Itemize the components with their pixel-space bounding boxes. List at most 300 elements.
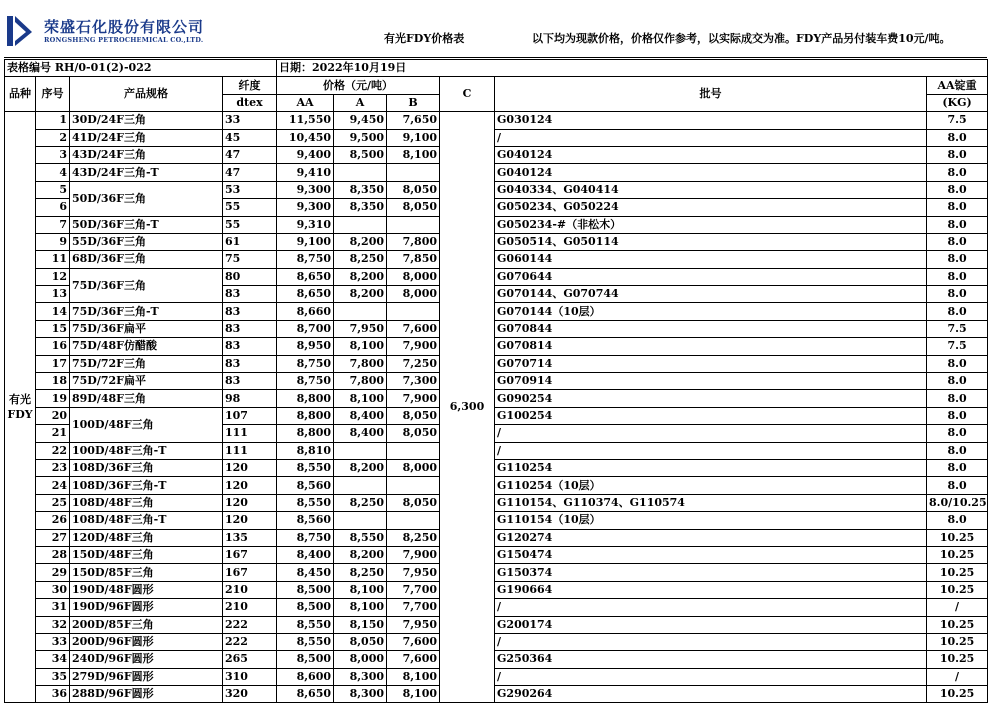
seq-cell: 35 (36, 668, 70, 685)
dtex-cell: 47 (223, 164, 277, 181)
price-a-cell: 8,550 (334, 529, 387, 546)
price-b-cell: 8,050 (387, 425, 440, 442)
price-b-cell (387, 477, 440, 494)
price-aa-cell: 8,500 (277, 599, 334, 616)
table-row (5, 529, 988, 546)
dtex-cell: 320 (223, 686, 277, 703)
price-b-cell: 8,050 (387, 407, 440, 424)
spec-cell: 108D/48F三角 (70, 494, 223, 511)
weight-cell: 10.25 (927, 529, 988, 546)
table-row (5, 477, 988, 494)
table-row (5, 686, 988, 703)
table-row (5, 494, 988, 511)
price-b-cell: 7,900 (387, 546, 440, 563)
spec-cell: 68D/36F三角 (70, 251, 223, 268)
price-aa-cell: 9,410 (277, 164, 334, 181)
header-fineness-unit: dtex (223, 94, 277, 111)
price-b-cell: 7,600 (387, 320, 440, 337)
weight-cell: 8.0 (927, 268, 988, 285)
seq-cell: 2 (36, 129, 70, 146)
price-b-cell: 7,600 (387, 633, 440, 650)
price-b-cell: 8,000 (387, 268, 440, 285)
weight-cell: 8.0 (927, 233, 988, 250)
price-b-cell (387, 216, 440, 233)
price-a-cell: 7,800 (334, 355, 387, 372)
table-row (5, 373, 988, 390)
price-aa-cell: 10,450 (277, 129, 334, 146)
batch-cell: G250364 (495, 651, 927, 668)
dtex-cell: 83 (223, 320, 277, 337)
weight-cell: 8.0 (927, 181, 988, 198)
seq-cell: 36 (36, 686, 70, 703)
dtex-cell: 120 (223, 494, 277, 511)
weight-cell: 7.5 (927, 112, 988, 129)
dtex-cell: 210 (223, 581, 277, 598)
weight-cell: 8.0 (927, 355, 988, 372)
header-spec: 产品规格 (70, 77, 223, 112)
seq-cell: 11 (36, 251, 70, 268)
price-a-cell (334, 303, 387, 320)
dtex-cell: 83 (223, 373, 277, 390)
dtex-cell: 167 (223, 546, 277, 563)
price-aa-cell: 9,310 (277, 216, 334, 233)
price-b-cell (387, 512, 440, 529)
seq-cell: 27 (36, 529, 70, 546)
weight-cell: 8.0 (927, 216, 988, 233)
table-row (5, 216, 988, 233)
table-row (5, 546, 988, 563)
price-a-cell: 8,100 (334, 599, 387, 616)
price-aa-cell: 9,300 (277, 181, 334, 198)
price-a-cell: 8,350 (334, 199, 387, 216)
seq-cell: 18 (36, 373, 70, 390)
price-a-cell: 8,250 (334, 564, 387, 581)
price-aa-cell: 9,300 (277, 199, 334, 216)
batch-cell: G110154、G110374、G110574 (495, 494, 927, 511)
spec-cell: 190D/48F圆形 (70, 581, 223, 598)
spec-cell: 288D/96F圆形 (70, 686, 223, 703)
weight-cell: 10.25 (927, 581, 988, 598)
price-b-cell: 8,100 (387, 146, 440, 163)
seq-cell: 28 (36, 546, 70, 563)
spec-cell: 41D/24F三角 (70, 129, 223, 146)
spec-cell: 75D/72F三角 (70, 355, 223, 372)
dtex-cell: 83 (223, 338, 277, 355)
price-b-cell: 8,100 (387, 686, 440, 703)
price-c-cell: 6,300 (440, 112, 495, 703)
seq-cell: 32 (36, 616, 70, 633)
dtex-cell: 98 (223, 390, 277, 407)
batch-cell: / (495, 668, 927, 685)
dtex-cell: 83 (223, 303, 277, 320)
weight-cell: 8.0 (927, 373, 988, 390)
price-b-cell: 8,050 (387, 199, 440, 216)
dtex-cell: 111 (223, 442, 277, 459)
price-b-cell: 8,250 (387, 529, 440, 546)
weight-cell: 8.0 (927, 425, 988, 442)
rongsheng-logo-icon (6, 14, 34, 48)
price-aa-cell: 8,950 (277, 338, 334, 355)
batch-cell: G070144（10层） (495, 303, 927, 320)
table-row (5, 338, 988, 355)
price-aa-cell: 8,750 (277, 373, 334, 390)
price-aa-cell: 11,550 (277, 112, 334, 129)
seq-cell: 33 (36, 633, 70, 650)
header-variety: 品种 (5, 77, 36, 112)
seq-cell: 24 (36, 477, 70, 494)
price-b-cell (387, 164, 440, 181)
header-batch: 批号 (495, 77, 927, 112)
price-table (4, 59, 988, 703)
header-weight-unit: (KG) (927, 94, 988, 111)
table-row (5, 442, 988, 459)
weight-cell: / (927, 599, 988, 616)
price-a-cell (334, 512, 387, 529)
table-row (5, 407, 988, 424)
price-b-cell: 8,000 (387, 459, 440, 476)
price-a-cell (334, 442, 387, 459)
spec-cell: 200D/85F三角 (70, 616, 223, 633)
price-a-cell: 8,000 (334, 651, 387, 668)
table-row (5, 164, 988, 181)
seq-cell: 29 (36, 564, 70, 581)
seq-cell: 15 (36, 320, 70, 337)
document-header (0, 0, 991, 58)
table-row (5, 146, 988, 163)
table-row (5, 633, 988, 650)
price-b-cell: 8,050 (387, 181, 440, 198)
price-b-cell (387, 303, 440, 320)
seq-cell: 31 (36, 599, 70, 616)
spec-cell: 50D/36F三角-T (70, 216, 223, 233)
header-fineness: 纤度 (223, 77, 277, 94)
price-a-cell: 8,100 (334, 581, 387, 598)
seq-cell: 30 (36, 581, 70, 598)
dtex-cell: 135 (223, 529, 277, 546)
dtex-cell: 120 (223, 512, 277, 529)
weight-cell: 10.25 (927, 633, 988, 650)
weight-cell: 8.0 (927, 129, 988, 146)
dtex-cell: 83 (223, 355, 277, 372)
seq-cell: 12 (36, 268, 70, 285)
dtex-cell: 61 (223, 233, 277, 250)
weight-cell: 8.0 (927, 286, 988, 303)
batch-cell: G050234-#（非松木） (495, 216, 927, 233)
table-row (5, 303, 988, 320)
price-a-cell: 9,500 (334, 129, 387, 146)
dtex-cell: 33 (223, 112, 277, 129)
price-aa-cell: 8,660 (277, 303, 334, 320)
price-a-cell: 7,950 (334, 320, 387, 337)
batch-cell: G110154（10层） (495, 512, 927, 529)
batch-cell: G070644 (495, 268, 927, 285)
header-c: C (440, 77, 495, 112)
seq-cell: 19 (36, 390, 70, 407)
dtex-cell: 210 (223, 599, 277, 616)
weight-cell: 8.0 (927, 477, 988, 494)
spec-cell: 100D/48F三角 (70, 407, 223, 442)
price-aa-cell: 8,560 (277, 477, 334, 494)
batch-cell: / (495, 425, 927, 442)
weight-cell: 8.0 (927, 459, 988, 476)
weight-cell: 8.0 (927, 442, 988, 459)
spec-cell: 75D/72F扁平 (70, 373, 223, 390)
spec-cell: 108D/48F三角-T (70, 512, 223, 529)
price-a-cell: 8,150 (334, 616, 387, 633)
table-row (5, 651, 988, 668)
seq-cell: 14 (36, 303, 70, 320)
weight-cell: 8.0 (927, 512, 988, 529)
price-a-cell: 8,400 (334, 407, 387, 424)
price-b-cell: 8,050 (387, 494, 440, 511)
price-b-cell: 9,100 (387, 129, 440, 146)
price-a-cell: 8,100 (334, 338, 387, 355)
spec-cell: 100D/48F三角-T (70, 442, 223, 459)
spec-cell: 75D/36F扁平 (70, 320, 223, 337)
dtex-cell: 55 (223, 216, 277, 233)
price-a-cell: 8,350 (334, 181, 387, 198)
price-a-cell (334, 216, 387, 233)
table-row (5, 251, 988, 268)
dtex-cell: 310 (223, 668, 277, 685)
price-a-cell: 8,400 (334, 425, 387, 442)
form-date: 2022年10月19日 (312, 61, 407, 75)
header-seq: 序号 (36, 77, 70, 112)
batch-cell: G050234、G050224 (495, 199, 927, 216)
price-b-cell: 7,950 (387, 616, 440, 633)
table-row (5, 233, 988, 250)
spec-cell: 108D/36F三角 (70, 459, 223, 476)
price-a-cell: 8,200 (334, 268, 387, 285)
header-divider (4, 57, 987, 58)
header-aa: AA (277, 94, 334, 111)
seq-cell: 9 (36, 233, 70, 250)
company-name-cn: 荣盛石化股份有限公司 (44, 18, 205, 36)
price-a-cell: 8,500 (334, 146, 387, 163)
weight-cell: / (927, 668, 988, 685)
price-aa-cell: 8,550 (277, 633, 334, 650)
header-a: A (334, 94, 387, 111)
batch-cell: G150374 (495, 564, 927, 581)
price-a-cell: 8,050 (334, 633, 387, 650)
price-b-cell: 7,300 (387, 373, 440, 390)
batch-cell: G150474 (495, 546, 927, 563)
header-price: 价格（元/吨） (277, 77, 440, 94)
batch-cell: G050514、G050114 (495, 233, 927, 250)
form-number: RH/0-01(2)-022 (54, 61, 152, 75)
dtex-cell: 47 (223, 146, 277, 163)
spec-cell: 75D/36F三角-T (70, 303, 223, 320)
seq-cell: 17 (36, 355, 70, 372)
price-aa-cell: 8,560 (277, 512, 334, 529)
price-a-cell: 8,250 (334, 494, 387, 511)
dtex-cell: 75 (223, 251, 277, 268)
seq-cell: 6 (36, 199, 70, 216)
dtex-cell: 53 (223, 181, 277, 198)
price-b-cell: 7,850 (387, 251, 440, 268)
price-a-cell: 8,300 (334, 686, 387, 703)
seq-cell: 13 (36, 286, 70, 303)
weight-cell: 10.25 (927, 546, 988, 563)
dtex-cell: 107 (223, 407, 277, 424)
batch-cell: G070714 (495, 355, 927, 372)
batch-cell: G070144、G070744 (495, 286, 927, 303)
price-b-cell: 7,250 (387, 355, 440, 372)
price-aa-cell: 8,450 (277, 564, 334, 581)
batch-cell: G200174 (495, 616, 927, 633)
table-row (5, 459, 988, 476)
table-row (5, 390, 988, 407)
spec-cell: 120D/48F三角 (70, 529, 223, 546)
price-a-cell: 8,250 (334, 251, 387, 268)
table-row (5, 129, 988, 146)
spec-cell: 240D/96F圆形 (70, 651, 223, 668)
price-b-cell (387, 442, 440, 459)
weight-cell: 7.5 (927, 338, 988, 355)
dtex-cell: 222 (223, 633, 277, 650)
price-aa-cell: 8,550 (277, 459, 334, 476)
spec-cell: 43D/24F三角-T (70, 164, 223, 181)
table-row (5, 581, 988, 598)
price-b-cell: 7,800 (387, 233, 440, 250)
weight-cell: 8.0 (927, 199, 988, 216)
weight-cell: 8.0 (927, 303, 988, 320)
batch-cell: G090254 (495, 390, 927, 407)
seq-cell: 34 (36, 651, 70, 668)
price-b-cell: 8,100 (387, 668, 440, 685)
weight-cell: 8.0/10.25 (927, 494, 988, 511)
seq-cell: 7 (36, 216, 70, 233)
price-a-cell: 8,200 (334, 233, 387, 250)
batch-cell: G290264 (495, 686, 927, 703)
batch-cell: G030124 (495, 112, 927, 129)
seq-cell: 3 (36, 146, 70, 163)
seq-cell: 1 (36, 112, 70, 129)
weight-cell: 7.5 (927, 320, 988, 337)
price-a-cell: 8,200 (334, 546, 387, 563)
price-aa-cell: 8,700 (277, 320, 334, 337)
dtex-cell: 83 (223, 286, 277, 303)
weight-cell: 10.25 (927, 686, 988, 703)
table-row (5, 112, 988, 129)
spec-cell: 200D/96F圆形 (70, 633, 223, 650)
page-title: 有光FDY价格表 (384, 32, 465, 45)
spec-cell: 108D/36F三角-T (70, 477, 223, 494)
price-aa-cell: 8,800 (277, 425, 334, 442)
spec-cell: 30D/24F三角 (70, 112, 223, 129)
price-a-cell (334, 164, 387, 181)
seq-cell: 26 (36, 512, 70, 529)
table-row (5, 668, 988, 685)
weight-cell: 8.0 (927, 390, 988, 407)
price-a-cell: 8,100 (334, 390, 387, 407)
spec-cell: 150D/48F三角 (70, 546, 223, 563)
price-b-cell: 7,600 (387, 651, 440, 668)
batch-cell: G120274 (495, 529, 927, 546)
price-a-cell (334, 477, 387, 494)
price-aa-cell: 8,550 (277, 494, 334, 511)
batch-cell: G070914 (495, 373, 927, 390)
seq-cell: 22 (36, 442, 70, 459)
weight-cell: 8.0 (927, 251, 988, 268)
price-aa-cell: 8,650 (277, 686, 334, 703)
table-row (5, 564, 988, 581)
batch-cell: / (495, 129, 927, 146)
batch-cell: G110254（10层） (495, 477, 927, 494)
spec-cell: 75D/48F仿醋酸 (70, 338, 223, 355)
seq-cell: 25 (36, 494, 70, 511)
price-aa-cell: 8,750 (277, 251, 334, 268)
header-b: B (387, 94, 440, 111)
price-aa-cell: 8,650 (277, 286, 334, 303)
seq-cell: 21 (36, 425, 70, 442)
weight-cell: 8.0 (927, 164, 988, 181)
dtex-cell: 111 (223, 425, 277, 442)
header-row-1 (5, 77, 988, 94)
batch-cell: G040124 (495, 146, 927, 163)
price-b-cell: 8,000 (387, 286, 440, 303)
dtex-cell: 265 (223, 651, 277, 668)
seq-cell: 5 (36, 181, 70, 198)
spec-cell: 55D/36F三角 (70, 233, 223, 250)
price-aa-cell: 8,750 (277, 355, 334, 372)
form-date-cell (277, 60, 988, 77)
form-number-label: 表格编号 (7, 61, 51, 75)
weight-cell: 10.25 (927, 616, 988, 633)
price-aa-cell: 8,800 (277, 390, 334, 407)
dtex-cell: 120 (223, 459, 277, 476)
price-b-cell: 7,700 (387, 599, 440, 616)
price-aa-cell: 8,400 (277, 546, 334, 563)
price-note: 以下均为现款价格，价格仅作参考，以实际成交为准。FDY产品另付装车费10元/吨。 (532, 32, 951, 45)
price-aa-cell: 8,750 (277, 529, 334, 546)
batch-cell: G100254 (495, 407, 927, 424)
price-b-cell: 7,900 (387, 390, 440, 407)
variety-cell: 有光FDY (5, 112, 36, 703)
batch-cell: G040124 (495, 164, 927, 181)
weight-cell: 10.25 (927, 651, 988, 668)
seq-cell: 20 (36, 407, 70, 424)
form-number-cell (5, 60, 277, 77)
table-row (5, 355, 988, 372)
seq-cell: 16 (36, 338, 70, 355)
spec-cell: 75D/36F三角 (70, 268, 223, 303)
price-aa-cell: 8,550 (277, 616, 334, 633)
table-row (5, 599, 988, 616)
price-b-cell: 7,950 (387, 564, 440, 581)
price-aa-cell: 8,650 (277, 268, 334, 285)
spec-cell: 43D/24F三角 (70, 146, 223, 163)
date-label: 日期： (279, 61, 313, 75)
weight-cell: 10.25 (927, 564, 988, 581)
spec-cell: 150D/85F三角 (70, 564, 223, 581)
price-aa-cell: 8,810 (277, 442, 334, 459)
price-b-cell: 7,650 (387, 112, 440, 129)
dtex-cell: 45 (223, 129, 277, 146)
batch-cell: G070814 (495, 338, 927, 355)
price-table-body (5, 60, 988, 703)
price-aa-cell: 8,600 (277, 668, 334, 685)
batch-cell: G060144 (495, 251, 927, 268)
spec-cell: 279D/96F圆形 (70, 668, 223, 685)
table-row (5, 512, 988, 529)
table-row (5, 616, 988, 633)
batch-cell: / (495, 633, 927, 650)
batch-cell: G110254 (495, 459, 927, 476)
batch-cell: / (495, 599, 927, 616)
price-aa-cell: 9,100 (277, 233, 334, 250)
dtex-cell: 120 (223, 477, 277, 494)
